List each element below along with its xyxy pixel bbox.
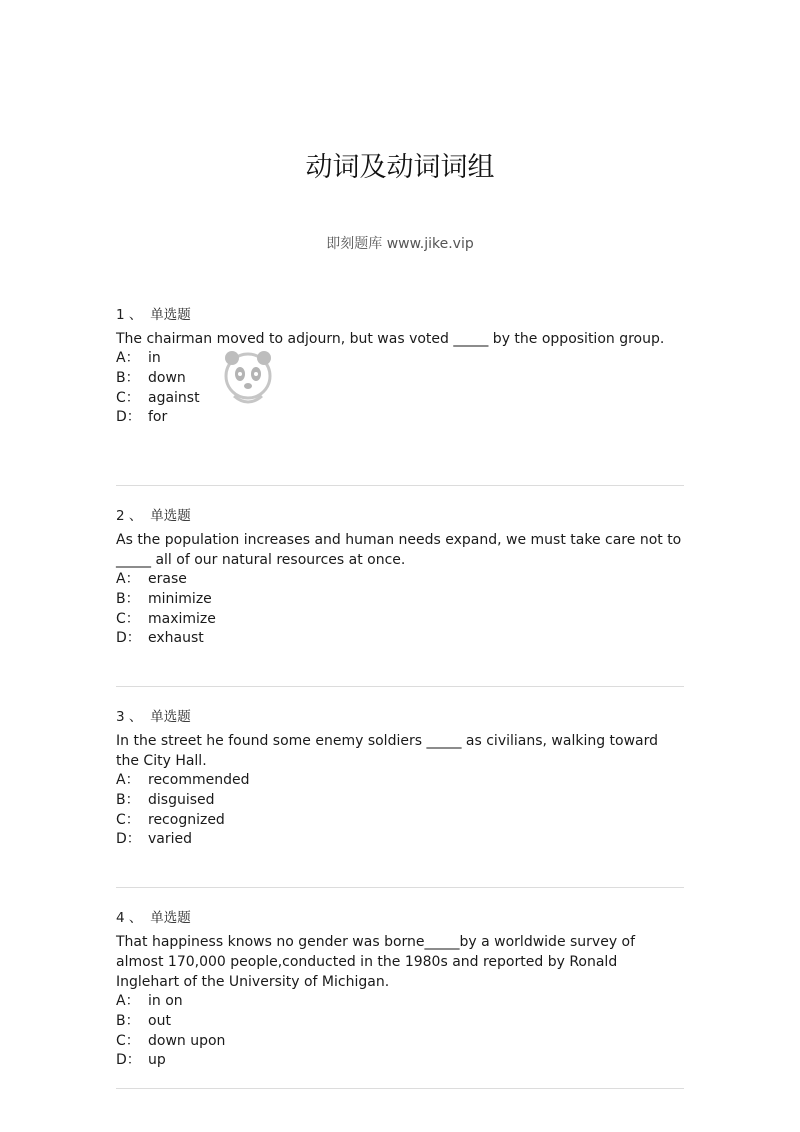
- option-a[interactable]: [116, 349, 684, 369]
- question-item: [116, 506, 684, 687]
- option-a[interactable]: [116, 570, 684, 590]
- option-letter: B：: [116, 791, 140, 808]
- option-b[interactable]: [116, 369, 684, 389]
- option-text: maximize: [148, 610, 216, 627]
- option-d[interactable]: [116, 830, 684, 850]
- option-text: recommended: [148, 772, 250, 788]
- option-d[interactable]: [116, 629, 684, 649]
- option-letter: A：: [116, 993, 140, 1009]
- page-subtitle: 即刻题库 www.jike.vip: [326, 236, 474, 252]
- question-number: 4 、: [116, 910, 143, 926]
- question-stem: In the street he found some enemy soldiers _____ as civilians, walking toward the City Hall.: [116, 733, 659, 769]
- question-type: 单选题: [150, 307, 191, 323]
- option-text: exhaust: [148, 630, 204, 647]
- question-item: [116, 305, 684, 486]
- option-text: erase: [148, 571, 187, 587]
- option-letter: D：: [116, 831, 141, 848]
- question-type: 单选题: [150, 910, 191, 926]
- option-text: in on: [148, 993, 183, 1009]
- option-text: disguised: [148, 791, 215, 808]
- question-list: [116, 304, 684, 1109]
- option-c[interactable]: [116, 389, 684, 409]
- option-letter: C：: [116, 610, 140, 627]
- question-stem: As the population increases and human needs expand, we must take care not to _____ all of our natural resources at once.: [116, 532, 682, 568]
- option-text: for: [148, 409, 168, 426]
- option-letter: C：: [116, 811, 140, 828]
- option-d[interactable]: [116, 408, 684, 428]
- option-letter: C：: [116, 389, 140, 406]
- question-header: [116, 305, 684, 325]
- option-text: out: [148, 1012, 171, 1029]
- option-text: down upon: [148, 1032, 226, 1049]
- page-title: 动词及动词词组: [305, 152, 495, 183]
- option-text: up: [148, 1052, 166, 1069]
- question-type: 单选题: [150, 508, 191, 524]
- option-letter: A：: [116, 571, 140, 587]
- question-stem: The chairman moved to adjourn, but was voted _____ by the opposition group.: [116, 331, 665, 347]
- option-text: recognized: [148, 811, 225, 828]
- option-d[interactable]: [116, 1051, 684, 1071]
- option-letter: D：: [116, 1052, 141, 1069]
- question-item: [116, 908, 684, 1089]
- option-text: down: [148, 369, 186, 386]
- option-letter: A：: [116, 350, 140, 366]
- option-b[interactable]: [116, 791, 684, 811]
- option-b[interactable]: [116, 590, 684, 610]
- question-number: 1 、: [116, 307, 143, 323]
- question-item: [116, 707, 684, 888]
- option-text: varied: [148, 831, 193, 848]
- option-c[interactable]: [116, 1032, 684, 1052]
- question-header: [116, 707, 684, 727]
- option-a[interactable]: [116, 771, 684, 791]
- option-letter: A：: [116, 772, 140, 788]
- question-header: [116, 506, 684, 526]
- option-text: in: [148, 350, 161, 366]
- option-text: minimize: [148, 590, 212, 607]
- option-letter: B：: [116, 1012, 140, 1029]
- question-header: [116, 908, 684, 928]
- question-number: 2 、: [116, 508, 143, 524]
- option-letter: C：: [116, 1032, 140, 1049]
- option-b[interactable]: [116, 1012, 684, 1032]
- option-text: against: [148, 389, 200, 406]
- option-letter: D：: [116, 630, 141, 647]
- option-letter: D：: [116, 409, 141, 426]
- question-stem: That happiness knows no gender was borne_____by a worldwide survey of almost 170,000 people,conducted in the 1980s and reported by Ronald Inglehart of the University of Michigan.: [116, 934, 636, 990]
- question-number: 3 、: [116, 709, 143, 725]
- option-letter: B：: [116, 590, 140, 607]
- question-type: 单选题: [150, 709, 191, 725]
- option-letter: B：: [116, 369, 140, 386]
- option-c[interactable]: [116, 811, 684, 831]
- option-a[interactable]: [116, 992, 684, 1012]
- option-c[interactable]: [116, 610, 684, 630]
